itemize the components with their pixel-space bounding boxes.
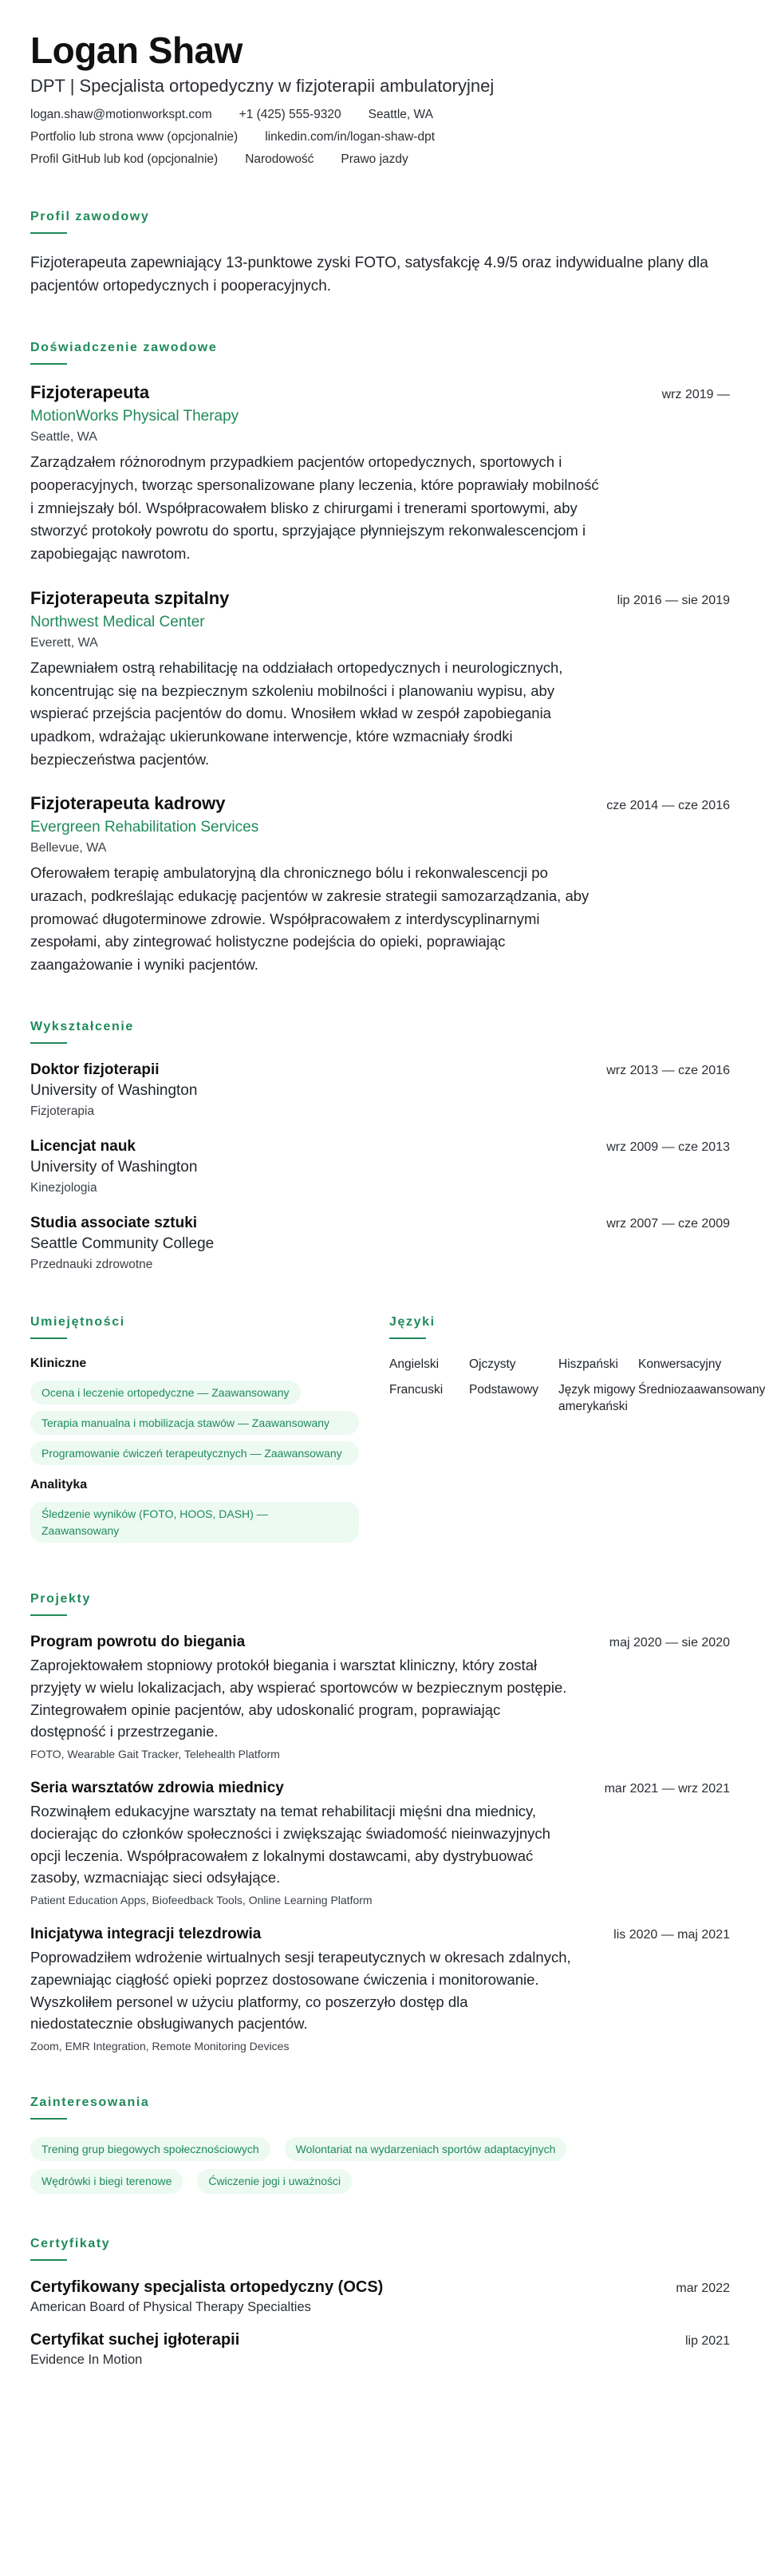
interest-chip: Ćwiczenie jogi i uważności (197, 2169, 352, 2193)
education-date: wrz 2009 — cze 2013 (606, 1140, 730, 1154)
certification-issuer: American Board of Physical Therapy Specialties (30, 2299, 311, 2314)
education-entry (30, 1138, 730, 1195)
interests-section (30, 2096, 730, 2194)
skill-group (30, 1357, 359, 1466)
job-date: lip 2016 — sie 2019 (617, 593, 730, 607)
section-divider (30, 363, 67, 365)
job-entry (30, 588, 730, 771)
job-location: Seattle, WA (30, 430, 97, 444)
project-entry (30, 1926, 730, 2053)
education-entry (30, 1061, 730, 1119)
education-date: wrz 2013 — cze 2016 (606, 1063, 730, 1077)
skill-group-title: Kliniczne (30, 1356, 87, 1370)
summary-text: Fizjoterapeuta zapewniający 13-punktowe zyski FOTO, satysfakcję 4.9/5 oraz indywidualne plany dla pacjentów ortopedycznych i pooperacyjnych. (30, 254, 708, 295)
candidate-name: Logan Shaw (30, 30, 243, 71)
section-title: Projekty (30, 1592, 91, 1606)
project-description: Rozwinąłem edukacyjne warsztaty na temat rehabilitacji mięśni dna miednicy, docierając do członków społeczności i zwiększając świadomość nieinwazyjnych opcji leczenia. Współpracowałem z lokalnymi dostawcami, aby dystrybuować zasoby, wzmacniając sieci odsyłające. (30, 1803, 550, 1887)
summary-section (30, 210, 730, 298)
field-of-study: Fizjoterapia (30, 1104, 95, 1118)
driving-license-text: Prawo jazdy (341, 152, 408, 166)
language-name: Hiszpański (558, 1357, 618, 1371)
nationality-text: Narodowość (245, 152, 314, 166)
section-title: Doświadczenie zawodowe (30, 341, 218, 355)
project-title: Seria warsztatów zdrowia miednicy (30, 1780, 284, 1797)
job-title: Fizjoterapeuta (30, 382, 150, 403)
languages-column (389, 1314, 765, 1549)
project-title: Program powrotu do biegania (30, 1634, 246, 1651)
section-divider (30, 2259, 67, 2261)
project-description: Poprowadziłem wdrożenie wirtualnych sesji terapeutycznych w okresach zdalnych, zapewniając ciągłość opieki poprzez dostosowane ćwiczenia i monitorowanie. Wyszkoliłem personel w użyciu platformy, co poszerzyło dostęp dla niedostatecznie obsługiwanych pacjentów. (30, 1949, 571, 2033)
job-entry (30, 793, 730, 976)
certification-title: Certyfikowany specjalista ortopedyczny (OCS) (30, 2278, 384, 2296)
field-of-study: Przednauki zdrowotne (30, 1257, 153, 1271)
certification-entry (30, 2331, 730, 2368)
project-title: Inicjatywa integracji telezdrowia (30, 1926, 262, 1943)
skill-group (30, 1478, 359, 1543)
phone-link[interactable]: +1 (425) 555-9320 (239, 107, 341, 121)
language-row (389, 1382, 765, 1416)
github-link[interactable]: Profil GitHub lub kod (opcjonalnie) (30, 152, 219, 166)
job-location: Bellevue, WA (30, 841, 107, 855)
certification-issuer: Evidence In Motion (30, 2352, 143, 2367)
project-tools: Patient Education Apps, Biofeedback Tools, Online Learning Platform (30, 1894, 373, 1907)
skill-chip: Ocena i leczenie ortopedyczne — Zaawansowany (30, 1381, 301, 1405)
skills-column (30, 1315, 359, 1549)
language-row (389, 1357, 729, 1373)
job-location: Everett, WA (30, 635, 98, 650)
interest-chip: Wędrówki i biegi terenowe (30, 2169, 183, 2193)
project-date: maj 2020 — sie 2020 (609, 1636, 730, 1650)
section-divider (30, 1337, 67, 1339)
certification-entry (30, 2278, 730, 2315)
headline: DPT | Specjalista ortopedyczny w fizjoterapii ambulatoryjnej (30, 75, 495, 96)
school-name: Seattle Community College (30, 1235, 215, 1252)
job-date: wrz 2019 — (661, 388, 730, 402)
skill-group-title: Analityka (30, 1478, 88, 1492)
education-section (30, 1020, 730, 1272)
section-title: Certyfikaty (30, 2236, 111, 2250)
extra-info-row (30, 152, 730, 167)
school-name: University of Washington (30, 1158, 198, 1175)
skill-chip: Śledzenie wyników (FOTO, HOOS, DASH) — Zaawansowany (30, 1502, 359, 1543)
interests-list (30, 2137, 637, 2194)
skills-languages-section (30, 1314, 765, 1549)
resume-header (30, 30, 730, 167)
job-title: Fizjoterapeuta szpitalny (30, 587, 230, 608)
job-description: Zarządzałem różnorodnym przypadkiem pacjentów ortopedycznych, sportowych i pooperacyjnych, tworząc spersonalizowane plany leczenia, które poprawiały mobilność i zmniejszały ból. Współpracowałem blisko z chirurgami i trenerami sportowymi, aby stworzyć protokoły powrotu do sportu, sprzyjające płynniejszym rekonwalescencjom i zapobiegając nawrotom. (30, 453, 599, 563)
job-entry (30, 382, 730, 565)
skill-chip: Terapia manualna i mobilizacja stawów — Zaawansowany (30, 1411, 359, 1435)
project-tools: FOTO, Wearable Gait Tracker, Telehealth Platform (30, 1748, 280, 1761)
section-title: Profil zawodowy (30, 209, 150, 223)
job-date: cze 2014 — cze 2016 (606, 799, 730, 813)
company-name: MotionWorks Physical Therapy (30, 408, 239, 425)
degree-title: Licencjat nauk (30, 1137, 136, 1155)
linkedin-link[interactable]: linkedin.com/in/logan-shaw-dpt (265, 129, 435, 144)
education-entry (30, 1215, 730, 1272)
project-date: lis 2020 — maj 2021 (613, 1928, 730, 1942)
section-title: Wykształcenie (30, 1019, 134, 1033)
certification-date: lip 2021 (684, 2333, 730, 2348)
certification-date: mar 2022 (676, 2281, 730, 2295)
degree-title: Doktor fizjoterapii (30, 1061, 160, 1078)
company-name: Northwest Medical Center (30, 613, 205, 630)
section-divider (30, 1614, 67, 1616)
section-title: Języki (389, 1314, 436, 1329)
language-name: Język migowy amerykański (558, 1383, 636, 1414)
project-entry (30, 1780, 730, 1906)
certifications-section (30, 2237, 730, 2368)
interest-chip: Trening grup biegowych społecznościowych (30, 2137, 270, 2161)
school-name: University of Washington (30, 1081, 198, 1099)
language-level: Konwersacyjny (638, 1357, 722, 1371)
degree-title: Studia associate sztuki (30, 1214, 198, 1231)
certification-title: Certyfikat suchej igłoterapii (30, 2330, 240, 2349)
job-title: Fizjoterapeuta kadrowy (30, 793, 226, 814)
section-divider (30, 1042, 67, 1044)
project-entry (30, 1634, 730, 1760)
project-tools: Zoom, EMR Integration, Remote Monitoring Devices (30, 2040, 290, 2053)
language-level: Ojczysty (469, 1357, 516, 1371)
links-row (30, 130, 730, 144)
language-level: Średniozaawansowany (638, 1383, 765, 1397)
section-divider (389, 1337, 426, 1339)
project-date: mar 2021 — wrz 2021 (604, 1782, 730, 1796)
project-description: Zaprojektowałem stopniowy protokół biegania i warsztat kliniczny, który został przyjęty w wielu lokalizacjach, aby wspierać sportowców w bezpiecznym postępie. Zintegrowałem opinie pacjentów, aby udoskonalić program, poprawiając dostępność i przestrzeganie. (30, 1657, 567, 1740)
company-name: Evergreen Rehabilitation Services (30, 819, 259, 836)
language-level: Podstawowy (469, 1383, 539, 1397)
experience-section (30, 341, 730, 976)
field-of-study: Kinezjologia (30, 1180, 97, 1195)
job-description: Oferowałem terapię ambulatoryjną dla chronicznego bólu i rekonwalescencji po urazach, podkreślając edukację pacjentów w zakresie strategii samozarządzania, aby promować długoterminowe zdrowie. Współpracowałem z interdyscyplinarnymi zespołami, aby zintegrować holistyczne podejścia do opieki, poprawiając zaangażowanie i wyniki pacjentów. (30, 864, 590, 973)
skill-chip: Programowanie ćwiczeń terapeutycznych — Zaawansowany (30, 1441, 359, 1465)
contact-row (30, 108, 730, 122)
education-date: wrz 2007 — cze 2009 (606, 1216, 730, 1231)
language-name: Angielski (389, 1357, 440, 1371)
section-title: Umiejętności (30, 1314, 125, 1329)
section-title: Zainteresowania (30, 2096, 150, 2110)
section-divider (30, 2118, 67, 2120)
email-link[interactable]: logan.shaw@motionworkspt.com (30, 107, 212, 121)
interest-chip: Wolontariat na wydarzeniach sportów adaptacyjnych (285, 2137, 567, 2161)
job-description: Zapewniałem ostrą rehabilitację na oddziałach ortopedycznych i neurologicznych, koncentrując się na bezpiecznym szkoleniu mobilności i planowaniu wypisu, aby wspierać przejścia pacjentów do domu. Wnosiłem wkład w zespół zapobiegania upadkom, wdrażając ukierunkowane interwencje, które wzmacniały środki bezpieczeństwa pacjentów. (30, 658, 563, 768)
portfolio-link[interactable]: Portfolio lub strona www (opcjonalnie) (30, 129, 239, 144)
projects-section (30, 1592, 730, 2053)
location-text: Seattle, WA (368, 107, 433, 121)
language-name: Francuski (389, 1383, 444, 1397)
section-divider (30, 232, 67, 234)
